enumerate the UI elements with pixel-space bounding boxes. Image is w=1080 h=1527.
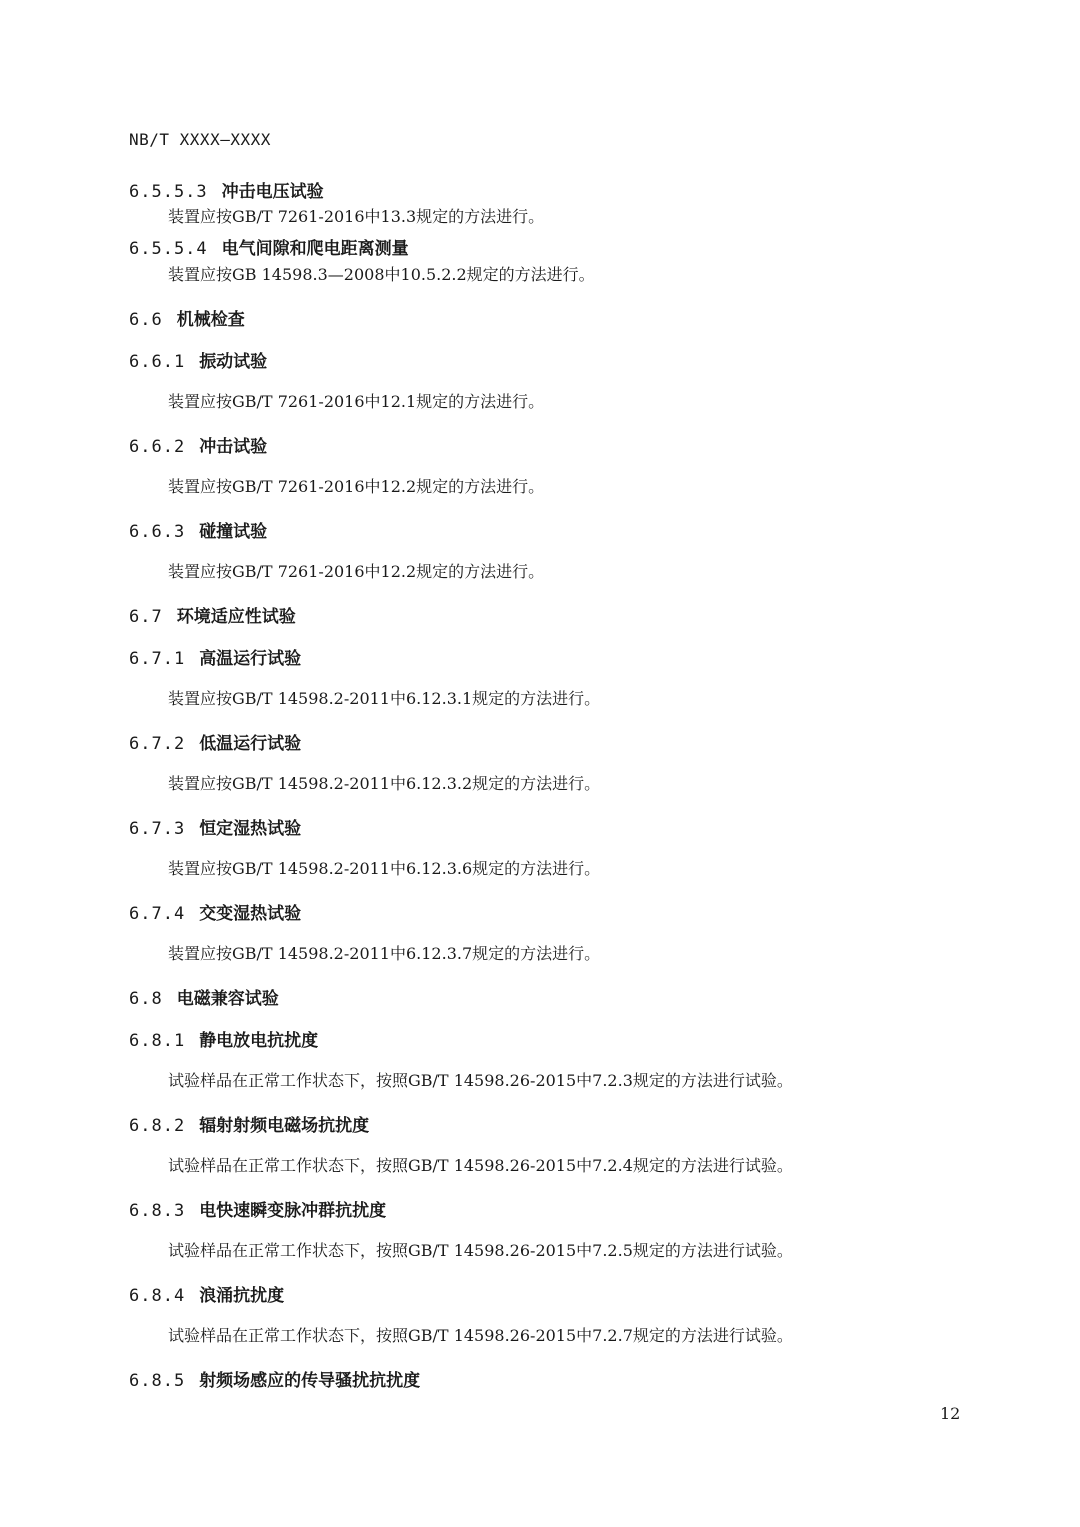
page-number: 12 [940, 1404, 961, 1423]
section-number: 6.7.1 [129, 649, 186, 669]
section-title: 高温运行试验 [199, 649, 302, 669]
section-paragraph: 装置应按GB/T 14598.2-2011中6.12.3.7规定的方法进行。 [168, 944, 601, 963]
section-heading [129, 1366, 420, 1391]
section-number: 6.8.4 [129, 1286, 186, 1306]
section-paragraph: 装置应按GB/T 7261-2016中12.2规定的方法进行。 [168, 477, 545, 496]
section-number: 6.8.1 [129, 1031, 186, 1051]
section-paragraph: 装置应按GB/T 7261-2016中12.2规定的方法进行。 [168, 562, 545, 581]
section-heading [129, 347, 267, 372]
section-number: 6.8.3 [129, 1201, 186, 1221]
section-number: 6.6.1 [129, 352, 186, 372]
section-paragraph: 装置应按GB/T 14598.2-2011中6.12.3.1规定的方法进行。 [168, 689, 601, 708]
section-paragraph: 试验样品在正常工作状态下，按照GB/T 14598.26-2015中7.2.7规定的方法进行试验。 [168, 1326, 793, 1345]
section-heading [129, 899, 301, 924]
section-paragraph: 装置应按GB/T 14598.2-2011中6.12.3.6规定的方法进行。 [168, 859, 601, 878]
section-heading [129, 1026, 318, 1051]
section-number: 6.6.3 [129, 522, 186, 542]
section-title: 浪涌抗扰度 [199, 1286, 285, 1306]
section-number: 6.8.5 [129, 1371, 186, 1391]
section-heading [129, 177, 324, 202]
section-paragraph: 试验样品在正常工作状态下，按照GB/T 14598.26-2015中7.2.4规定的方法进行试验。 [168, 1156, 793, 1175]
section-title: 电气间隙和爬电距离测量 [221, 239, 409, 259]
section-title: 机械检查 [176, 310, 245, 330]
section-heading [129, 1281, 284, 1306]
section-heading [129, 1111, 369, 1136]
section-title: 辐射射频电磁场抗扰度 [199, 1116, 370, 1136]
section-title: 电磁兼容试验 [176, 989, 279, 1009]
section-paragraph: 装置应按GB/T 7261-2016中13.3规定的方法进行。 [168, 207, 545, 226]
section-number: 6.6.2 [129, 437, 186, 457]
section-number: 6.5.5.3 [129, 182, 208, 202]
section-number: 6.7.2 [129, 734, 186, 754]
section-heading [129, 984, 279, 1009]
section-title: 碰撞试验 [199, 522, 268, 542]
section-heading [129, 602, 296, 627]
section-title: 电快速瞬变脉冲群抗扰度 [199, 1201, 387, 1221]
section-title: 静电放电抗扰度 [199, 1031, 319, 1051]
section-paragraph: 装置应按GB/T 14598.2-2011中6.12.3.2规定的方法进行。 [168, 774, 601, 793]
section-title: 恒定湿热试验 [199, 819, 302, 839]
section-number: 6.8 [129, 989, 163, 1009]
section-heading [129, 305, 245, 330]
section-number: 6.6 [129, 310, 163, 330]
section-number: 6.8.2 [129, 1116, 186, 1136]
section-heading [129, 234, 409, 259]
section-title: 交变湿热试验 [199, 904, 302, 924]
section-title: 振动试验 [199, 352, 268, 372]
section-paragraph: 试验样品在正常工作状态下，按照GB/T 14598.26-2015中7.2.3规定的方法进行试验。 [168, 1071, 793, 1090]
section-title: 射频场感应的传导骚扰抗扰度 [199, 1371, 421, 1391]
section-paragraph: 装置应按GB/T 7261-2016中12.1规定的方法进行。 [168, 392, 545, 411]
section-title: 低温运行试验 [199, 734, 302, 754]
section-paragraph: 装置应按GB 14598.3—2008中10.5.2.2规定的方法进行。 [168, 265, 595, 284]
section-heading [129, 1196, 386, 1221]
section-heading [129, 729, 301, 754]
section-number: 6.7.4 [129, 904, 186, 924]
section-heading [129, 644, 301, 669]
section-paragraph: 试验样品在正常工作状态下，按照GB/T 14598.26-2015中7.2.5规定的方法进行试验。 [168, 1241, 793, 1260]
section-number: 6.7 [129, 607, 163, 627]
section-heading [129, 432, 267, 457]
section-title: 冲击电压试验 [221, 182, 324, 202]
section-heading [129, 814, 301, 839]
document-code-header: NB/T XXXX—XXXX [129, 130, 271, 149]
section-title: 冲击试验 [199, 437, 268, 457]
section-title: 环境适应性试验 [176, 607, 296, 627]
section-heading [129, 517, 267, 542]
section-number: 6.7.3 [129, 819, 186, 839]
section-number: 6.5.5.4 [129, 239, 208, 259]
